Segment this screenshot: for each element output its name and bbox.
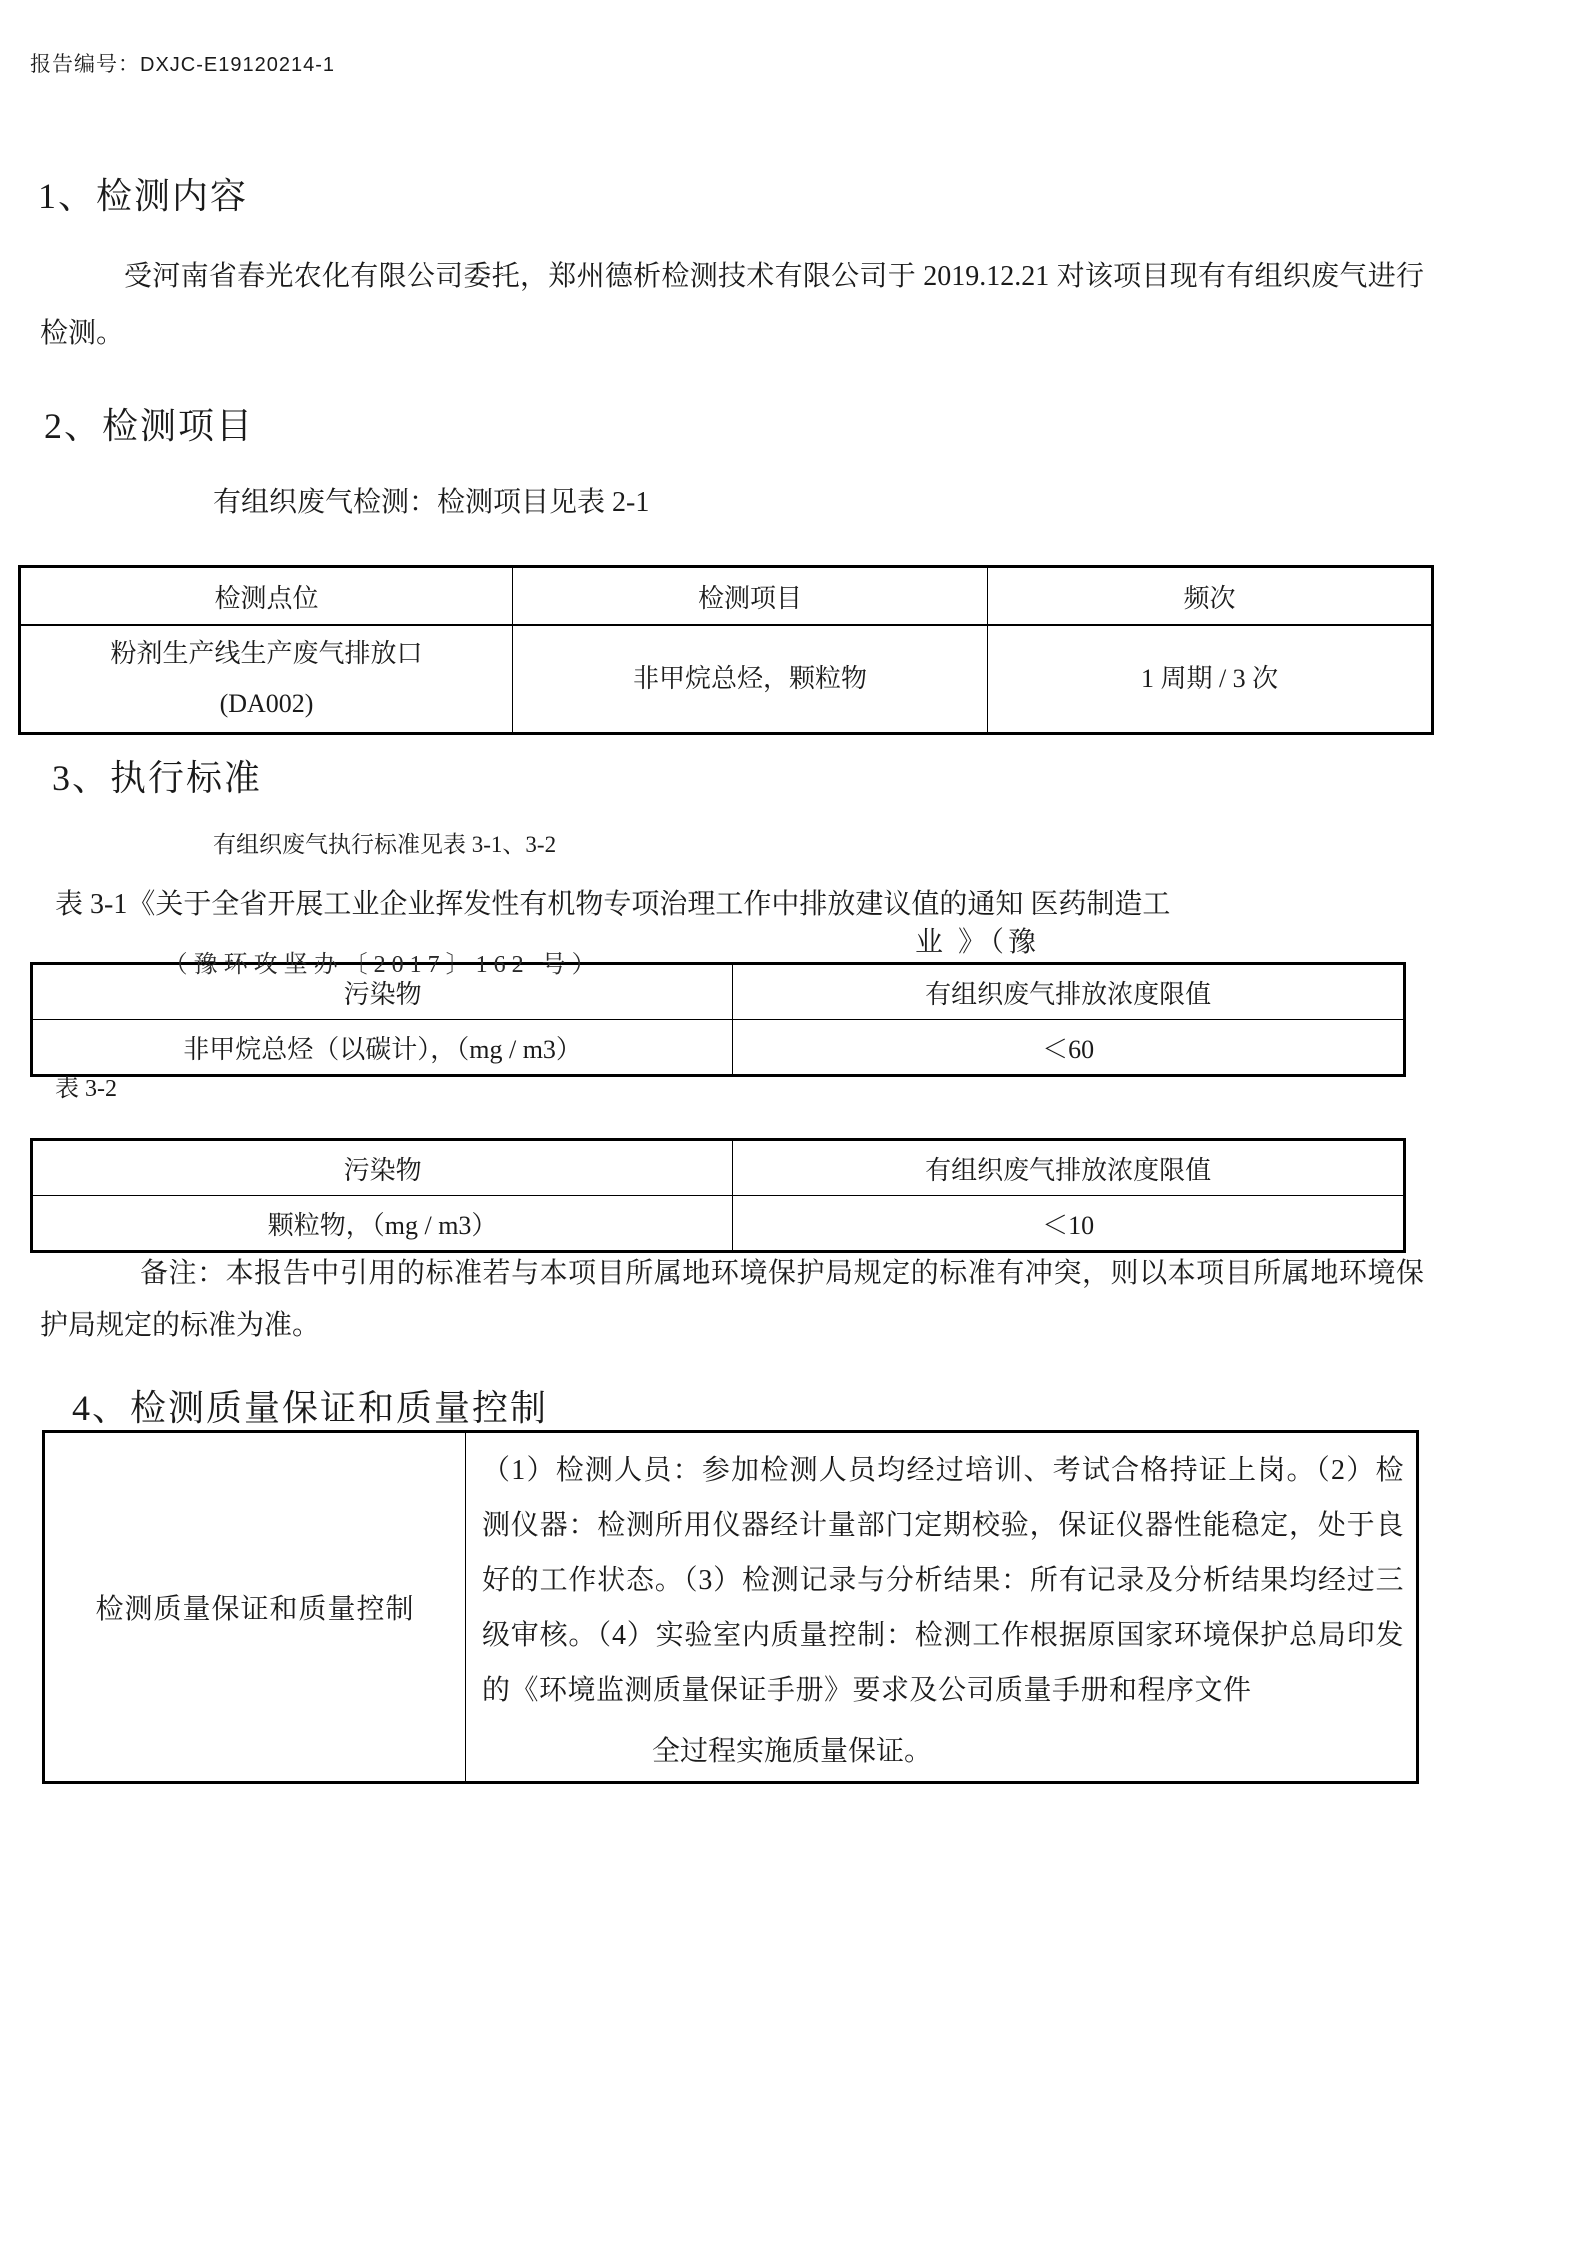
table-3-2-cell-pollutant: 颗粒物，（mg / m3） <box>33 1196 733 1251</box>
monitoring-point-line2: (DA002) <box>219 689 314 718</box>
monitoring-point-line1: 粉剂生产线生产废气排放口 <box>110 639 423 668</box>
report-number-value: DXJC-E19120214-1 <box>140 54 335 76</box>
table-2-1 <box>18 565 1434 735</box>
table-3-1 <box>30 952 1406 1077</box>
table-4-row <box>45 1433 1417 1782</box>
table-2-1-header-item: 检测项目 <box>513 568 988 626</box>
section-1-title: 1、检测内容 <box>38 176 249 216</box>
section-2-title: 2、检测项目 <box>44 406 255 446</box>
table-3-1-cell-limit: ＜60 <box>733 1020 1404 1075</box>
table-3-1-header-limit: 有组织废气排放浓度限值 <box>733 965 1404 1020</box>
table-3-1-header-row <box>33 965 1404 1020</box>
table-3-2-cell-limit: ＜10 <box>733 1196 1404 1251</box>
table-2-1-data-row <box>21 625 1432 733</box>
table-3-2-header-limit: 有组织废气排放浓度限值 <box>733 1141 1404 1196</box>
table-2-1-cell-frequency: 1 周期 / 3 次 <box>988 625 1432 733</box>
table-3-2-data-row <box>33 1196 1404 1251</box>
table-3-1-header-pollutant: （豫环攻坚办〔2017〕162 号） 污染物 <box>33 965 733 1020</box>
table-4-content-cell <box>466 1433 1417 1782</box>
table-2-1-header-row <box>21 568 1432 626</box>
table-3-1-caption-line2: 业 》（豫 <box>915 927 1041 958</box>
table-2-1-cell-point <box>21 625 513 733</box>
clipped-text-remnant: （豫环攻坚办〔2017〕162 号） <box>163 952 602 978</box>
table-3-1-cell-pollutant: 非甲烷总烃（以碳计），（mg / m3） <box>33 1020 733 1075</box>
qa-qc-paragraph: （1）检测人员：参加检测人员均经过培训、考试合格持证上岗。（2）检测仪器：检测所用仪器经计量部门定期校验，保证仪器性能稳定，处于良好的工作状态。（3）检测记录与分析结果：所有记录及分析结果均经过三级审核。（4）实验室内质量控制：检测工作根据原国家环境保护总局印发的《环境监测质量保证手册》要求及公司质量手册和程序文件 <box>482 1455 1404 1706</box>
table-3-2 <box>30 1138 1406 1253</box>
standards-note: 备注：本报告中引用的标准若与本项目所属地环境保护局规定的标准有冲突，则以本项目所属地环境保护局规定的标准为准。 <box>40 1258 1424 1341</box>
table-3-2-header-pollutant: 污染物 <box>33 1141 733 1196</box>
table-3-2-header-row <box>33 1141 1404 1196</box>
section-4-title: 4、检测质量保证和质量控制 <box>72 1388 549 1428</box>
table-2-1-cell-items: 非甲烷总烃，颗粒物 <box>513 625 988 733</box>
report-number-label: 报告编号： <box>30 52 140 76</box>
table-4-row-label: 检测质量保证和质量控制 <box>45 1433 466 1782</box>
report-number-line <box>30 48 335 78</box>
table-4 <box>42 1430 1419 1784</box>
qa-qc-paragraph-tail: 全过程实施质量保证。 <box>652 1736 933 1767</box>
table-3-1-data-row <box>33 1020 1404 1075</box>
table-2-1-header-frequency: 频次 <box>988 568 1432 626</box>
section-3-title: 3、执行标准 <box>52 758 263 798</box>
section-2-subtitle: 有组织废气检测：检测项目见表 2-1 <box>213 487 650 518</box>
table-3-1-caption-line1: 表 3-1《关于全省开展工业企业挥发性有机物专项治理工作中排放建议值的通知 医药制造工 <box>55 889 1171 920</box>
table-3-2-label: 表 3-2 <box>55 1076 117 1102</box>
section-1-paragraph: 受河南省春光农化有限公司委托，郑州德析检测技术有限公司于 2019.12.21 对该项目现有有组织废气进行检测。 <box>40 261 1424 349</box>
section-3-subtitle: 有组织废气执行标准见表 3-1、3-2 <box>213 832 557 857</box>
table-2-1-header-point: 检测点位 <box>21 568 513 626</box>
